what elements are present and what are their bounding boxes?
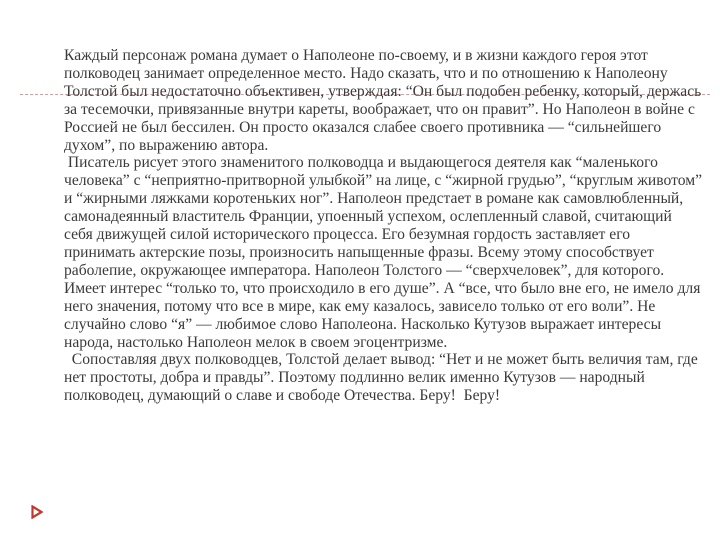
slide-body-text [64,47,704,405]
paragraph-3: Сопоставляя двух полководцев, Толстой делает вывод: “Нет и не может быть величия там, где нет простоты, добра и правды”. Поэтому подлинно велик именно Кутузов — народный полководец, думающий о славе и свободе Отечества. Беру! Беру! [64,351,702,405]
paragraph-2: Писатель рисует этого знаменитого полководца и выдающегося деятеля как “маленького человека” с “неприятно-притворной улыбкой” на лице, с “жирной грудью”, “круглым животом” и “жирными ляжками коротеньких ног”. Наполеон предстает в романе как самовлюбленный, самонадеянный властитель Франции, упоенный успехом, ослепленный славой, считающий себя движущей силой исторического процесса. Его безумная гордость заставляет его принимать актерские позы, произносить напыщенные фразы. Всему этому способствует раболепие, окружающее императора. Наполеон Толстого — “сверхчеловек”, для которого. Имеет интерес “только то, что происходило в его душе”. А “все, что было вне его, не имело для него значения, потому что все в мире, как ему казалось, зависело только от его воли”. Не случайно слово “я” — любимое слово Наполеона. Насколько Кутузов выражает интересы народа, настолько Наполеон мелок в своем эгоцентризме. [64,154,706,351]
triangle-right-outline-icon [31,505,43,519]
paragraph-1: Каждый персонаж романа думает о Наполеоне по-своему, и в жизни каждого героя этот полководец занимает определенное место. Надо сказать, что и по отношению к Наполеону Толстой был недостаточно объективен, утверждая: “Он был подобен ребенку, который, держась за тесемочки, привязанные внутри кареты, воображает, что он правит”. Но Наполеон в войне с Россией не был бессилен. Он просто оказался слабее своего противника — “сильнейшего духом”, по выражению автора. [64,47,702,154]
